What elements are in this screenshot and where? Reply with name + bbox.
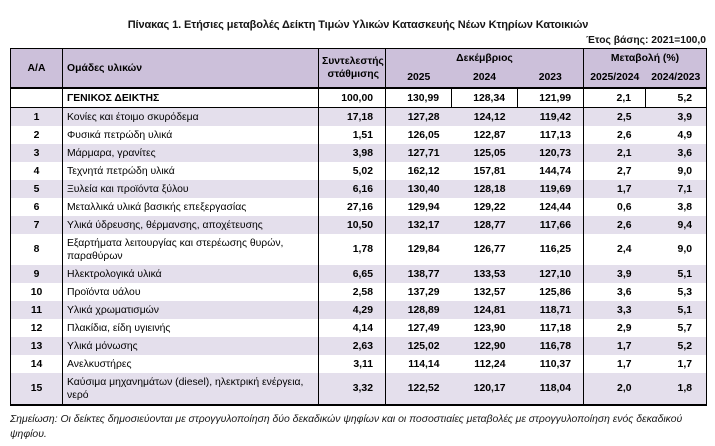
cell-weight: 3,11 — [319, 355, 386, 373]
cell-2024: 128,34 — [452, 88, 518, 108]
row-label: ΓΕΝΙΚΟΣ ΔΕΙΚΤΗΣ — [63, 88, 319, 108]
cell-change-2024-2023: 5,1 — [646, 301, 707, 319]
cell-change-2024-2023: 9,0 — [646, 162, 707, 180]
cell-change-2025-2024: 2,1 — [584, 144, 646, 162]
table-row — [11, 234, 707, 265]
table-body — [11, 88, 707, 405]
col-header-december: Δεκέμβριος — [386, 49, 584, 69]
cell-change-2024-2023: 5,2 — [646, 337, 707, 355]
cell-2024: 126,77 — [452, 234, 518, 265]
row-number: 4 — [11, 162, 63, 180]
row-label: Υλικά χρωματισμών — [63, 301, 319, 319]
cell-2025: 122,52 — [386, 373, 452, 405]
cell-2023: 117,13 — [518, 126, 584, 144]
cell-2023: 118,71 — [518, 301, 584, 319]
cell-2025: 125,02 — [386, 337, 452, 355]
row-number — [11, 88, 63, 108]
cell-2024: 120,17 — [452, 373, 518, 405]
row-label: Ανελκυστήρες — [63, 355, 319, 373]
table-row — [11, 283, 707, 301]
cell-change-2025-2024: 2,6 — [584, 126, 646, 144]
cell-change-2025-2024: 2,1 — [584, 88, 646, 108]
table-row — [11, 373, 707, 405]
row-number: 11 — [11, 301, 63, 319]
cell-2023: 121,99 — [518, 88, 584, 108]
row-label: Υλικά μόνωσης — [63, 337, 319, 355]
row-label: Προϊόντα υάλου — [63, 283, 319, 301]
cell-change-2025-2024: 3,9 — [584, 265, 646, 283]
cell-2024: 129,22 — [452, 198, 518, 216]
col-header-groups: Ομάδες υλικών — [63, 49, 319, 89]
cell-2024: 124,81 — [452, 301, 518, 319]
cell-weight: 3,98 — [319, 144, 386, 162]
cell-2024: 124,12 — [452, 108, 518, 127]
row-label: Πλακίδια, είδη υγιεινής — [63, 319, 319, 337]
row-number: 3 — [11, 144, 63, 162]
cell-weight: 10,50 — [319, 216, 386, 234]
row-number: 12 — [11, 319, 63, 337]
cell-2025: 128,89 — [386, 301, 452, 319]
table-row — [11, 355, 707, 373]
row-number: 6 — [11, 198, 63, 216]
row-number: 14 — [11, 355, 63, 373]
cell-weight: 2,58 — [319, 283, 386, 301]
table-row — [11, 126, 707, 144]
table-row — [11, 198, 707, 216]
col-header-year-2025: 2025 — [386, 68, 452, 88]
row-label: Φυσικά πετρώδη υλικά — [63, 126, 319, 144]
table-row — [11, 216, 707, 234]
row-label: Τεχνητά πετρώδη υλικά — [63, 162, 319, 180]
col-header-weight: Συντελεστής στάθμισης — [319, 49, 386, 89]
cell-2025: 129,84 — [386, 234, 452, 265]
cell-2023: 117,18 — [518, 319, 584, 337]
row-label: Καύσιμα μηχανημάτων (diesel), ηλεκτρική ενέργεια, νερό — [63, 373, 319, 405]
cell-weight: 17,18 — [319, 108, 386, 127]
row-label: Ξυλεία και προϊόντα ξύλου — [63, 180, 319, 198]
cell-change-2025-2024: 2,4 — [584, 234, 646, 265]
cell-2025: 127,49 — [386, 319, 452, 337]
row-label: Ηλεκτρολογικά υλικά — [63, 265, 319, 283]
cell-change-2025-2024: 1,7 — [584, 355, 646, 373]
table-row — [11, 180, 707, 198]
col-header-change-2024-2023: 2024/2023 — [646, 68, 707, 88]
cell-2025: 132,17 — [386, 216, 452, 234]
cell-change-2025-2024: 2,6 — [584, 216, 646, 234]
row-number: 7 — [11, 216, 63, 234]
cell-change-2024-2023: 9,0 — [646, 234, 707, 265]
cell-2025: 127,71 — [386, 144, 452, 162]
cell-2025: 130,40 — [386, 180, 452, 198]
cell-weight: 6,65 — [319, 265, 386, 283]
cell-2023: 110,37 — [518, 355, 584, 373]
row-number: 2 — [11, 126, 63, 144]
cell-2024: 133,53 — [452, 265, 518, 283]
table-row — [11, 108, 707, 127]
price-index-table — [10, 48, 707, 406]
cell-change-2025-2024: 0,6 — [584, 198, 646, 216]
cell-change-2025-2024: 2,7 — [584, 162, 646, 180]
table-row — [11, 144, 707, 162]
cell-change-2025-2024: 1,7 — [584, 180, 646, 198]
col-header-change-2025-2024: 2025/2024 — [584, 68, 646, 88]
cell-change-2024-2023: 5,3 — [646, 283, 707, 301]
cell-2025: 138,77 — [386, 265, 452, 283]
cell-2024: 123,90 — [452, 319, 518, 337]
cell-2025: 127,28 — [386, 108, 452, 127]
cell-change-2025-2024: 3,3 — [584, 301, 646, 319]
row-number: 1 — [11, 108, 63, 127]
table-title: Πίνακας 1. Ετήσιες μεταβολές Δείκτη Τιμών Υλικών Κατασκευής Νέων Κτηρίων Κατοικιών — [127, 19, 589, 31]
cell-change-2024-2023: 1,7 — [646, 355, 707, 373]
cell-2023: 118,04 — [518, 373, 584, 405]
table-row — [11, 301, 707, 319]
cell-weight: 1,78 — [319, 234, 386, 265]
cell-2024: 122,90 — [452, 337, 518, 355]
cell-weight: 3,32 — [319, 373, 386, 405]
cell-change-2024-2023: 5,7 — [646, 319, 707, 337]
cell-weight: 1,51 — [319, 126, 386, 144]
row-label: Υλικά ύδρευσης, θέρμανσης, αποχέτευσης — [63, 216, 319, 234]
row-number: 10 — [11, 283, 63, 301]
cell-change-2024-2023: 5,2 — [646, 88, 707, 108]
row-label: Μεταλλικά υλικά βασικής επεξεργασίας — [63, 198, 319, 216]
table-row — [11, 265, 707, 283]
cell-weight: 5,02 — [319, 162, 386, 180]
cell-change-2024-2023: 9,4 — [646, 216, 707, 234]
row-number: 8 — [11, 234, 63, 265]
row-label: Μάρμαρα, γρανίτες — [63, 144, 319, 162]
row-number: 5 — [11, 180, 63, 198]
row-label: Κονίες και έτοιμο σκυρόδεμα — [63, 108, 319, 127]
cell-2025: 126,05 — [386, 126, 452, 144]
table-row — [11, 337, 707, 355]
row-number: 9 — [11, 265, 63, 283]
cell-2023: 144,74 — [518, 162, 584, 180]
cell-change-2025-2024: 2,0 — [584, 373, 646, 405]
cell-2023: 120,73 — [518, 144, 584, 162]
cell-weight: 27,16 — [319, 198, 386, 216]
cell-2024: 125,05 — [452, 144, 518, 162]
cell-2025: 129,94 — [386, 198, 452, 216]
cell-2023: 124,44 — [518, 198, 584, 216]
row-number: 13 — [11, 337, 63, 355]
cell-change-2025-2024: 2,5 — [584, 108, 646, 127]
cell-2024: 132,57 — [452, 283, 518, 301]
cell-change-2024-2023: 3,8 — [646, 198, 707, 216]
cell-weight: 100,00 — [319, 88, 386, 108]
table-header — [11, 49, 707, 89]
cell-2025: 137,29 — [386, 283, 452, 301]
cell-2024: 128,77 — [452, 216, 518, 234]
cell-2024: 157,81 — [452, 162, 518, 180]
cell-change-2024-2023: 5,1 — [646, 265, 707, 283]
col-header-year-2023: 2023 — [518, 68, 584, 88]
general-index-row — [11, 88, 707, 108]
cell-change-2025-2024: 1,7 — [584, 337, 646, 355]
col-header-aa: Α/Α — [11, 49, 63, 89]
cell-weight: 6,16 — [319, 180, 386, 198]
cell-2024: 128,18 — [452, 180, 518, 198]
cell-2023: 119,42 — [518, 108, 584, 127]
cell-change-2024-2023: 7,1 — [646, 180, 707, 198]
cell-change-2025-2024: 3,6 — [584, 283, 646, 301]
col-header-year-2024: 2024 — [452, 68, 518, 88]
table-row — [11, 162, 707, 180]
cell-2025: 162,12 — [386, 162, 452, 180]
row-label: Εξαρτήματα λειτουργίας και στερέωσης θυρών, παραθύρων — [63, 234, 319, 265]
cell-2023: 119,69 — [518, 180, 584, 198]
cell-2025: 114,14 — [386, 355, 452, 373]
footnote: Σημείωση: Οι δείκτες δημοσιεύονται με στρογγυλοποίηση δύο δεκαδικών ψηφίων και οι ποσοστιαίες μεταβολές με στρογγυλοποίηση ενός δεκαδικού ψηφίου. — [10, 414, 683, 440]
cell-2023: 116,78 — [518, 337, 584, 355]
cell-change-2024-2023: 3,9 — [646, 108, 707, 127]
cell-2024: 122,87 — [452, 126, 518, 144]
cell-2023: 125,86 — [518, 283, 584, 301]
base-year-note: Έτος βάσης: 2021=100,0 — [586, 35, 706, 46]
cell-change-2025-2024: 2,9 — [584, 319, 646, 337]
cell-2023: 117,66 — [518, 216, 584, 234]
cell-2023: 127,10 — [518, 265, 584, 283]
table-row — [11, 319, 707, 337]
cell-weight: 4,29 — [319, 301, 386, 319]
cell-weight: 2,63 — [319, 337, 386, 355]
cell-change-2024-2023: 3,6 — [646, 144, 707, 162]
row-number: 15 — [11, 373, 63, 405]
cell-2025: 130,99 — [386, 88, 452, 108]
cell-2023: 116,25 — [518, 234, 584, 265]
col-header-change: Μεταβολή (%) — [584, 49, 707, 69]
cell-change-2024-2023: 1,8 — [646, 373, 707, 405]
cell-2024: 112,24 — [452, 355, 518, 373]
cell-weight: 4,14 — [319, 319, 386, 337]
cell-change-2024-2023: 4,9 — [646, 126, 707, 144]
